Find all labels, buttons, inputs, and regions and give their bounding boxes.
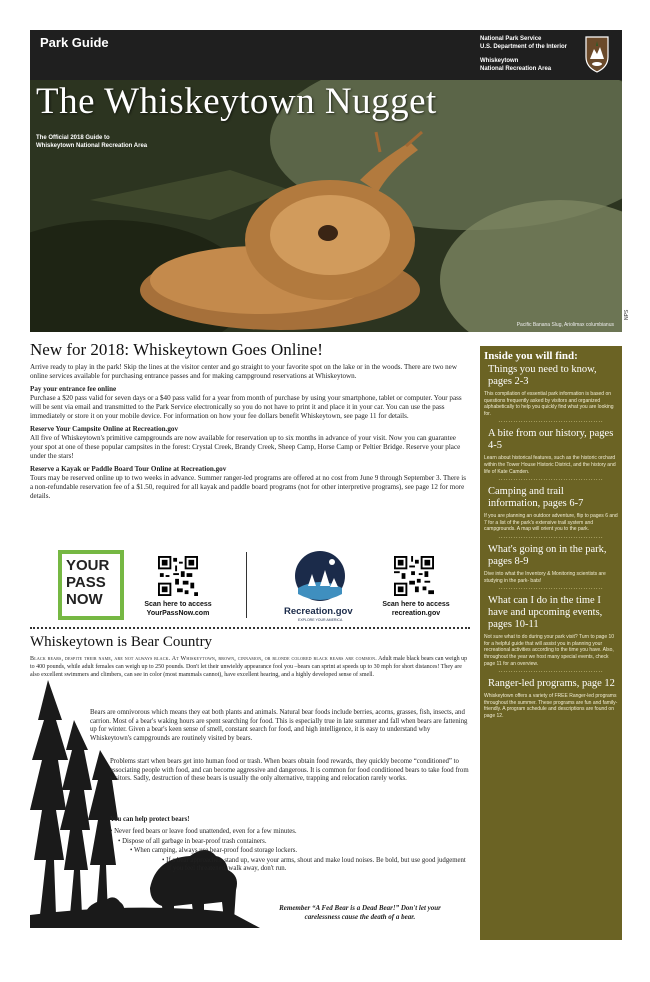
scan-instruction: Scan here to access [144,601,212,608]
photo-credit: Pacific Banana Slug, Ariolimax columbianus [516,322,614,328]
bear-conditioning-text: Problems start when bears get into human food or trash. When bears obtain food rewards, they quickly become “conditioned” to associating people with food, and can become aggressive and dangerous. It is common for food conditioned bears to take food from visitors. Sadly, destruction of these bears is usually the only alternative, trapping and relocation rarely works. [110,758,469,783]
bear-diet-block [90,709,470,747]
online-services-promo [30,548,470,622]
inside-sidebar [480,346,622,940]
sidebar-item-title: Things you need to know, pages 2-3 [488,364,597,387]
sidebar-item-text: Learn about historical features, such as the historic orchard within the Tower House Historic District, and the history and life of Kate Camden. [484,455,616,475]
yourpassnow-caption [138,600,218,618]
newsletter-subtitle [36,134,147,150]
campsite-text: All five of Whiskeytown's primitive campgrounds are now available for reservation up to six months in advance of your visit. Now you can guarantee your spot at one of these popular campsites in the forest: Crystal Creek, Brandy Creek, Sheep Camp, Horse Camp or Peltier Bridge. Reserve your place under the stars! [30,434,461,460]
bear-quote-line-2: carelessness cause the death of a bear. [304,913,416,921]
bear-tip-4: • If a bear approaches, stand up, wave your arms, shout and make loud noises. Be bold, but use good judgement – if you feel threatened, walk away, don't run. [162,856,466,873]
bear-tips-heading: You can help protect bears! [110,816,190,823]
article-heading: New for 2018: Whiskeytown Goes Online! [30,340,323,359]
online-article [30,340,470,505]
section-divider [30,627,470,629]
logo-word-pass: PASS [66,574,106,591]
subtitle-line-2: Whiskeytown National Recreation Area [36,143,148,149]
sidebar-item-title: What can I do in the time I have and upcoming events, pages 10-11 [488,595,603,631]
bear-conditioning-block [110,758,470,788]
bear-tip-1: • Never feed bears or leave food unattended, even for a few minutes. [110,828,297,835]
sidebar-separator: .......................................... [498,418,604,425]
campsite-heading: Reserve Your Campsite Online at Recreation.gov [30,425,179,433]
sidebar-item-events[interactable] [484,595,618,674]
bear-tip-2: • Dispose of all garbage in bear-proof trash containers. [118,837,267,845]
fee-text: Purchase a $20 pass valid for seven days or a $40 pass valid for a year from month of purchase by using your smartphone, tablet or computer. Your pass will be sent via email and transmitted to the Park Service electronically so you do not have to print it and place it in your car. You can use the pass immediately or store it on your mobile device. For information on how your fee dollars benefit Whiskeytown, see page 11 for details. [30,394,462,420]
bear-intro-rest: Adult male black bears can weigh up to 400 pounds, while adult females can weigh up to 250 pounds. Don't let their unwieldy appearance fool you –bears can sprint at speeds up to 30 mph for short distances! They are also excellent swimmers and climbers, can see in color (most mammals cannot), have excellent hearing, and a highly developed sense of smell. [30,656,468,678]
nps-arrowhead-icon [584,35,610,73]
bear-article [30,634,470,683]
bear-tips-block [110,815,470,878]
article-intro: Arrive ready to play in the park! Skip the lines at the visitor center and go straight to your favorite spot on the lake or in the woods. There are two new online services available for purchasing entrance passes and for making campground reservations at Whiskeytown. [30,363,457,380]
sidebar-item-text: Not sure what to do during your park visit? Turn to page 10 for a helpful guide that will assist you in planning your recreational activities according to the time you have. Also, throughout the year we host many special events, check page 11 for an overview. [484,634,615,667]
recreation-gov-tagline: EXPLORE YOUR AMERICA [298,618,343,622]
sidebar-item-text: This compilation of essential park information is based on questions frequently asked by visitors and organized alphabetically to help you quickly find what you are looking for. [484,391,614,417]
sidebar-item-text: If you are planning an outdoor adventure, flip to pages 6 and 7 for a list of the park's extensive trail system and campgrounds. A map will orient you to the park. [484,513,618,533]
sidebar-item-camping[interactable] [484,486,618,540]
bear-quote [250,904,470,922]
subtitle-line-1: The Official 2018 Guide to [36,135,110,141]
department-name: U.S. Department of the Interior [480,44,568,50]
recreation-gov-wordmark: Recreation.gov [284,606,353,617]
yourpassnow-logo[interactable] [58,550,124,620]
bear-diet-text: Bears are omnivorous which means they eat both plants and animals. Natural bear foods include berries, acorns, grasses, fish, insects, and carrion. Most of a bear's waking hours are spent searching for food. This is especially true in late summer and fall when bears are fattening up for winter. Given a bear's keen sense of smell, constant search for food, and high intelligence, it is easy to understand why Whiskeytown's campgrounds are routinely visited by bears. [90,709,468,742]
sidebar-separator: .......................................... [498,533,604,540]
agency-name: National Park Service [480,36,542,42]
sidebar-item-whats-going-on[interactable] [484,544,618,591]
bear-quote-line-1: Remember “A Fed Bear is a Dead Bear!” Don't let your [279,904,441,912]
agency-block [480,35,567,73]
recreation-gov-logo[interactable] [294,550,346,602]
logo-word-your: YOUR [66,557,110,574]
sidebar-item-title: What's going on in the park, pages 8-9 [488,543,607,567]
sidebar-heading: Inside you will find: [484,350,578,362]
sidebar-item-text: Whiskeytown offers a variety of FREE Ranger-led programs throughout the summer. These programs are fun and family-friendly. A program schedule and descriptions are found on page 12. [484,693,618,719]
sidebar-item-ranger-programs[interactable] [484,678,618,719]
photo-source-tag: NPS [624,309,630,320]
kayak-heading: Reserve a Kayak or Paddle Board Tour Online at Recreation.gov [30,465,227,473]
park-designation: National Recreation Area [480,66,552,72]
sidebar-separator: .......................................... [498,585,604,592]
sidebar-item-title: A bite from our history, pages 4-5 [488,428,614,452]
sidebar-item-title: Ranger-led programs, page 12 [488,678,615,690]
newsletter-title: The Whiskeytown Nugget [36,81,437,122]
kayak-text: Tours may be reserved online up to two weeks in advance. Summer ranger-led programs are offered at no cost from June 9 through September 3. There is a non-refundable reservation fee of a $1.50, required for all kayak and paddle board programs (not for other interpretive programs), see page 12 for more details. [30,474,467,500]
sidebar-item-things-to-know[interactable] [484,364,618,424]
sidebar-item-text: Dive into what the Inventory & Monitoring scientists are studying in the park- bats! [484,570,606,584]
bear-intro [30,655,470,679]
header-band [30,30,622,80]
recreation-gov-qr-code[interactable] [394,556,434,596]
section-label: Park Guide [40,35,109,50]
sidebar-separator: .......................................... [498,668,604,675]
recreation-gov-caption [374,600,458,618]
sidebar-item-history[interactable] [484,428,618,482]
hero-photo [30,80,622,332]
scan-instruction: Scan here to access [382,601,450,608]
bear-tip-3: • When camping, always use bear-proof food storage lockers. [130,847,298,855]
sidebar-separator: .......................................... [498,476,604,483]
fee-heading: Pay your entrance fee online [30,385,117,393]
bear-heading: Whiskeytown is Bear Country [30,634,213,650]
park-name: Whiskeytown [480,58,519,64]
bear-intro-lead: Black bears, despite their name, are not always black. At Whiskeytown, brown, cinnamon, or blonde colored black bears are common. [30,656,377,662]
recreation-gov-link[interactable]: recreation.gov [391,610,441,617]
logo-word-now: NOW [66,591,103,608]
yourpassnow-qr-code[interactable] [158,556,198,596]
yourpassnow-link[interactable]: YourPassNow.com [146,610,210,617]
sidebar-item-title: Camping and trail information, pages 6-7 [488,486,584,510]
promo-divider [246,552,247,618]
